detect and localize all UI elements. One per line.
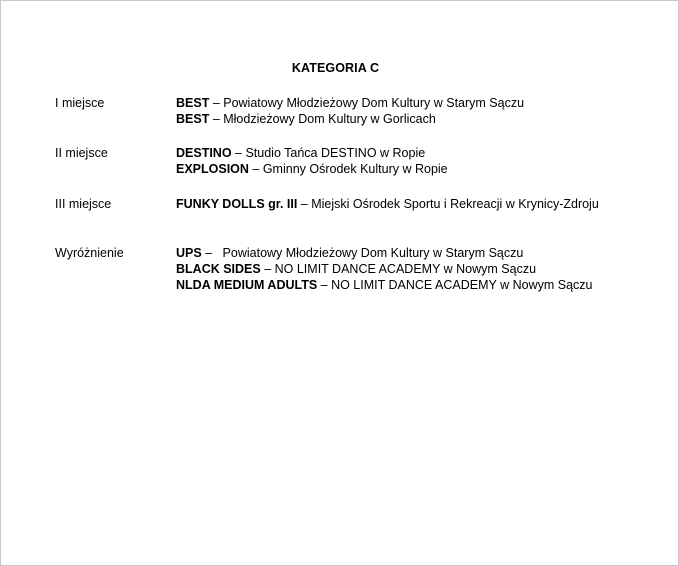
award-entry: [176, 277, 593, 293]
group-name: BEST: [176, 96, 210, 110]
group-institution: – NO LIMIT DANCE ACADEMY w Nowym Sączu: [317, 278, 593, 292]
award-entry: [176, 95, 524, 111]
place-label: I miejsce: [55, 96, 105, 110]
group-name: DESTINO: [176, 146, 232, 160]
group-institution: – Powiatowy Młodzieżowy Dom Kultury w Starym Sączu: [201, 246, 524, 260]
place-label: Wyróżnienie: [55, 246, 124, 260]
group-institution: – Młodzieżowy Dom Kultury w Gorlicach: [209, 112, 436, 126]
award-entry: [176, 196, 599, 212]
award-entry: [176, 245, 593, 261]
group-name: BEST: [176, 112, 210, 126]
award-entry: [176, 161, 448, 177]
group-institution: – NO LIMIT DANCE ACADEMY w Nowym Sączu: [260, 262, 537, 276]
entries-list: [176, 196, 599, 212]
entries-list: [176, 145, 448, 177]
group-name: UPS: [176, 246, 202, 260]
group-institution: – Studio Tańca DESTINO w Ropie: [231, 146, 426, 160]
group-institution: – Powiatowy Młodzieżowy Dom Kultury w Starym Sączu: [209, 96, 525, 110]
entries-list: [176, 95, 524, 127]
award-entry: [176, 111, 524, 127]
group-name: FUNKY DOLLS gr. III: [176, 197, 298, 211]
group-institution: – Gminny Ośrodek Kultury w Ropie: [248, 162, 448, 176]
group-name: EXPLOSION: [176, 162, 249, 176]
entries-list: [176, 245, 593, 293]
group-institution: – Miejski Ośrodek Sportu i Rekreacji w Krynicy-Zdroju: [297, 197, 599, 211]
place-label: III miejsce: [55, 197, 112, 211]
place-label: II miejsce: [55, 146, 108, 160]
award-entry: [176, 145, 448, 161]
award-entry: [176, 261, 593, 277]
category-title: KATEGORIA C: [291, 61, 380, 75]
group-name: BLACK SIDES: [176, 262, 261, 276]
group-name: NLDA MEDIUM ADULTS: [176, 278, 318, 292]
